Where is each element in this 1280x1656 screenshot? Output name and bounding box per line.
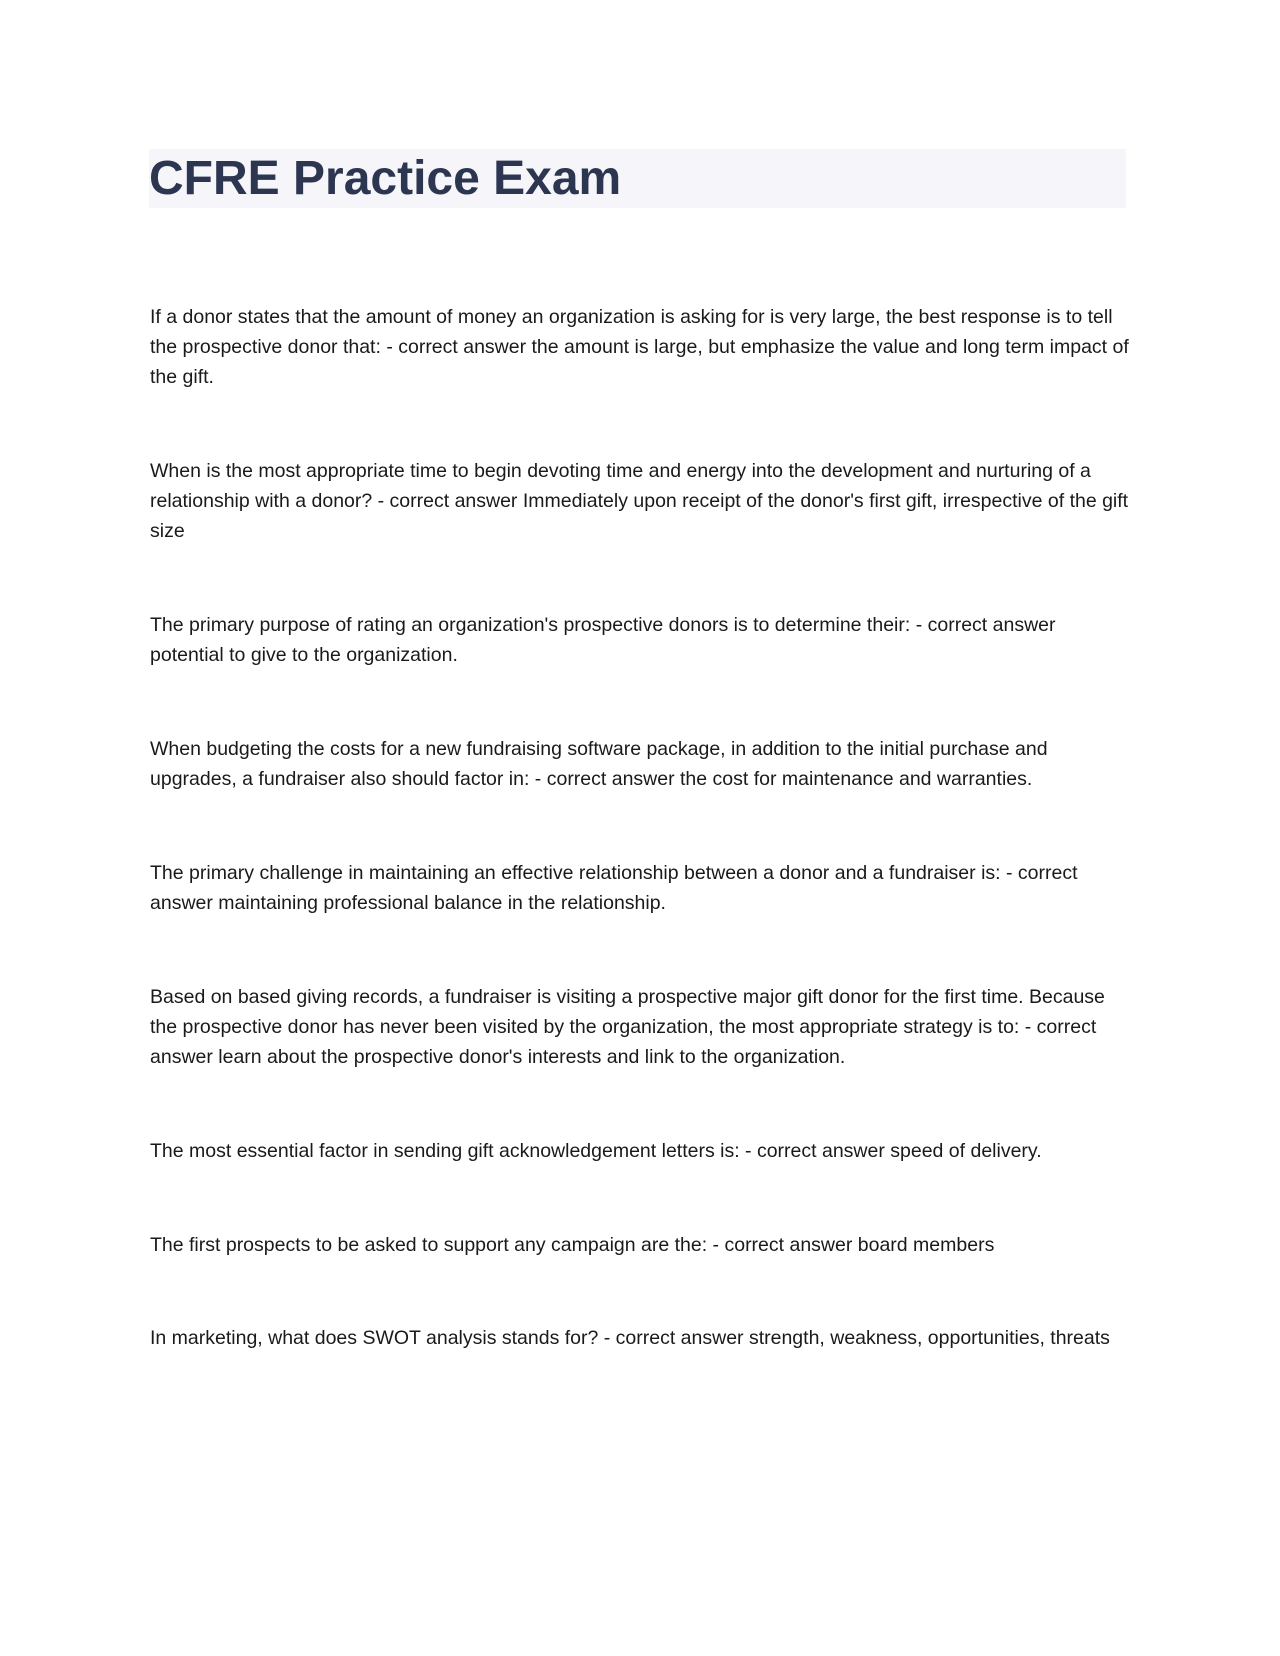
question-entry: The primary purpose of rating an organization's prospective donors is to determine their: - correct answer potential to give to the organization. <box>150 614 1056 666</box>
question-entry: In marketing, what does SWOT analysis stands for? - correct answer strength, weakness, opportunities, threats <box>150 1327 1110 1349</box>
question-entry: If a donor states that the amount of money an organization is asking for is very large, the best response is to tell the prospective donor that: - correct answer the amount is large, but emphasize the value and long term impact of the gift. <box>150 306 1129 388</box>
question-entry: The most essential factor in sending gift acknowledgement letters is: - correct answer speed of delivery. <box>150 1140 1042 1162</box>
question-entry: The primary challenge in maintaining an effective relationship between a donor and a fundraiser is: - correct answer maintaining professional balance in the relationship. <box>150 862 1078 914</box>
question-entry: When is the most appropriate time to begin devoting time and energy into the development and nurturing of a relationship with a donor? - correct answer Immediately upon receipt of the donor's first gift, irrespective of the gift size <box>150 460 1129 542</box>
question-entry: Based on based giving records, a fundraiser is visiting a prospective major gift donor for the first time. Because the prospective donor has never been visited by the organization, the most appropriate strategy is to: - correct answer learn about the prospective donor's interests and link to the organization. <box>150 986 1105 1068</box>
question-entry: The first prospects to be asked to support any campaign are the: - correct answer board members <box>150 1234 995 1256</box>
document-title: CFRE Practice Exam <box>149 152 622 205</box>
question-entry: When budgeting the costs for a new fundraising software package, in addition to the initial purchase and upgrades, a fundraiser also should factor in: - correct answer the cost for maintenance and warranties. <box>150 738 1048 790</box>
